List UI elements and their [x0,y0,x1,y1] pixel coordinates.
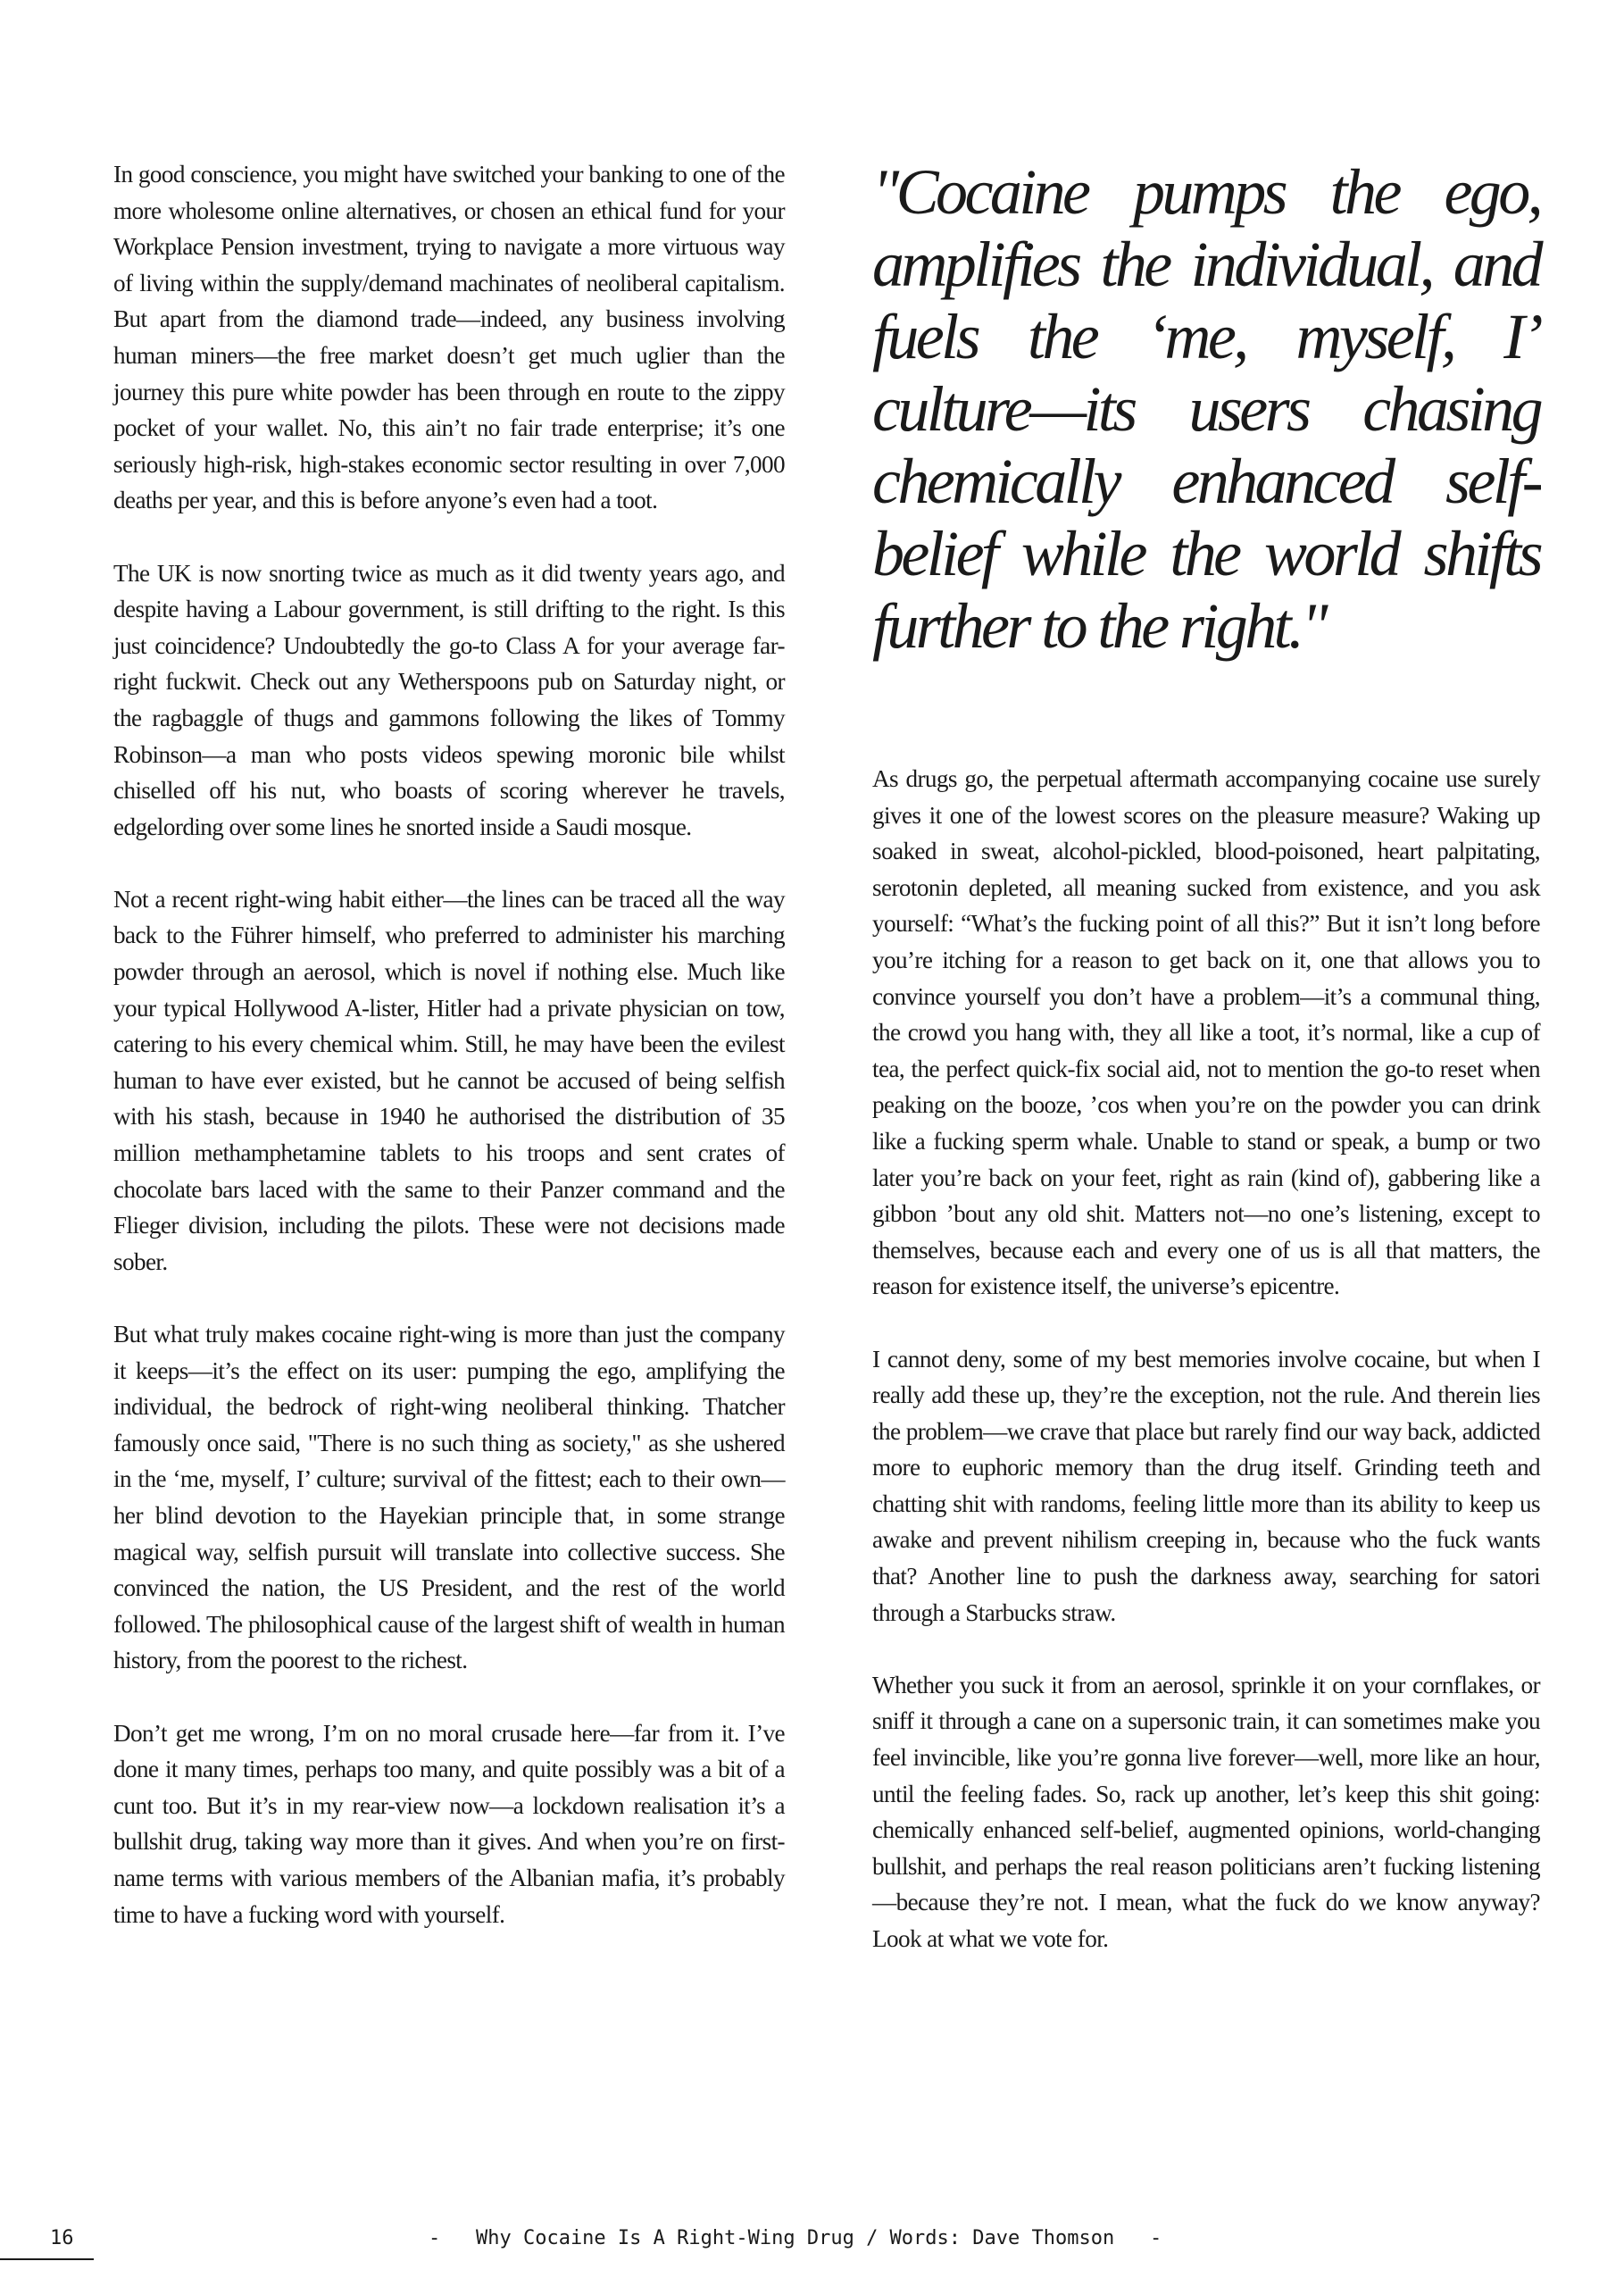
body-paragraph: The UK is now snorting twice as much as it did twenty years ago, and despite having a Labour government, is still drifting to the right. Is this just coincidence? Undoubtedly the go-to Class A for your average far-right fuckwit. Check out any Wetherspoons pub on Saturday night, or the ragbaggle of thugs and gammons following the likes of Tommy Robinson—a man who posts videos spewing moronic bile whilst chiselled off his nut, who boasts of scoring wherever he travels, edgelording over some lines he snorted inside a Saudi mosque. [113,559,785,840]
body-paragraph: But what truly makes cocaine right-wing is more than just the company it keeps—it’s the effect on its user: pumping the ego, amplifying the individual, the bedrock of right-wing neoliberal thinking. Thatcher famously once said, "There is no such thing as society," as she ushered in the ‘me, myself, I’ culture; survival of the fittest; each to their own—her blind devotion to the Hayekian principle that, in some strange magical way, selfish pursuit will translate into collective success. She convinced the nation, the US President, and the rest of the world followed. The philosophical cause of the largest shift of wealth in human history, from the poorest to the richest. [113,1321,785,1674]
running-head: - Why Cocaine Is A Right-Wing Drug / Words: Dave Thomson - [429,2227,1162,2249]
body-paragraph: Don’t get me wrong, I’m on no moral crusade here—far from it. I’ve done it many times, perhaps too many, and quite possibly was a bit of a cunt too. But it’s in my rear-view now—a lockdown realisation it’s a bullshit drug, taking way more than it gives. And when you’re on first-name terms with various members of the Albanian mafia, it’s probably time to have a fucking word with yourself. [113,1719,785,1928]
body-paragraph: I cannot deny, some of my best memories involve cocaine, but when I really add these up, they’re the exception, not the rule. And therein lies the problem—we crave that place but rarely find our way back, addicted more to euphoric memory than the drug itself. Grinding teeth and chatting shit with randoms, feeling little more than its ability to keep us awake and prevent nihilism creeping in, because who the fuck wants that? Another line to push the darkness away, searching for satori through a Starbucks straw. [872,1345,1540,1626]
body-paragraph: Whether you suck it from an aerosol, sprinkle it on your cornflakes, or sniff it through a cane on a supersonic train, it can sometimes make you feel invincible, like you’re gonna live forever—well, more like an hour, until the feeling fades. So, rack up another, let’s keep this shit going: chemically enhanced self-belief, augmented opinions, world-changing bullshit, and perhaps the real reason politicians aren’t fucking listening—because they’re not. I mean, what the fuck do we know anyway? Look at what we vote for. [872,1671,1540,1952]
page-footer [0,2227,1624,2263]
right-column [872,156,1540,1993]
pull-quote: "Cocaine pumps the ego, amplifies the individual, and fuels the ‘me, myself, I’ culture—its users chasing chemically enhanced self-belief while the world shifts further to the right." [872,156,1540,662]
page-number: 16 [50,2227,74,2249]
left-column [113,156,785,1969]
body-paragraph: Not a recent right-wing habit either—the lines can be traced all the way back to the Führer himself, who preferred to administer his marching powder through an aerosol, which is novel if nothing else. Much like your typical Hollywood A-lister, Hitler had a private physician on tow, catering to his every chemical whim. Still, he may have been the evilest human to have ever existed, but he cannot be accused of being selfish with his stash, because in 1940 he authorised the distribution of 35 million methamphetamine tablets to his troops and sent crates of chocolate bars laced with the same to their Panzer command and the Flieger division, including the pilots. These were not decisions made sober. [113,885,785,1275]
body-paragraph: In good conscience, you might have switched your banking to one of the more wholesome online alternatives, or chosen an ethical fund for your Workplace Pension investment, trying to navigate a more virtuous way of living within the supply/demand machinates of neoliberal capitalism. But apart from the diamond trade—indeed, any business involving human miners—the free market doesn’t get much uglier than the journey this pure white powder has been through en route to the zippy pocket of your wallet. No, this ain’t no fair trade enterprise; it’s one seriously high-risk, high-stakes economic sector resulting in over 7,000 deaths per year, and this is before anyone’s even had a toot. [113,161,785,514]
body-paragraph: As drugs go, the perpetual aftermath accompanying cocaine use surely gives it one of the lowest scores on the pleasure measure? Waking up soaked in sweat, alcohol-pickled, blood-poisoned, heart palpitating, serotonin depleted, all meaning sucked from existence, and you ask yourself: “What’s the fucking point of all this?” But it isn’t long before you’re itching for a reason to get back on it, one that allows you to convince yourself you don’t have a problem—it’s a communal thing, the crowd you hang with, they all like a toot, it’s normal, like a cup of tea, the perfect quick-fix social aid, not to mention the go-to reset when peaking on the booze, ’cos when you’re on the powder you can drink like a fucking sperm whale. Unable to stand or speak, a bump or two later you’re back on your feet, right as rain (kind of), gabbering like a gibbon ’bout any old shit. Matters not—no one’s listening, except to themselves, because each and every one of us is all that matters, the reason for existence itself, the universe’s epicentre. [872,765,1540,1300]
page-number-rule [0,2258,94,2260]
